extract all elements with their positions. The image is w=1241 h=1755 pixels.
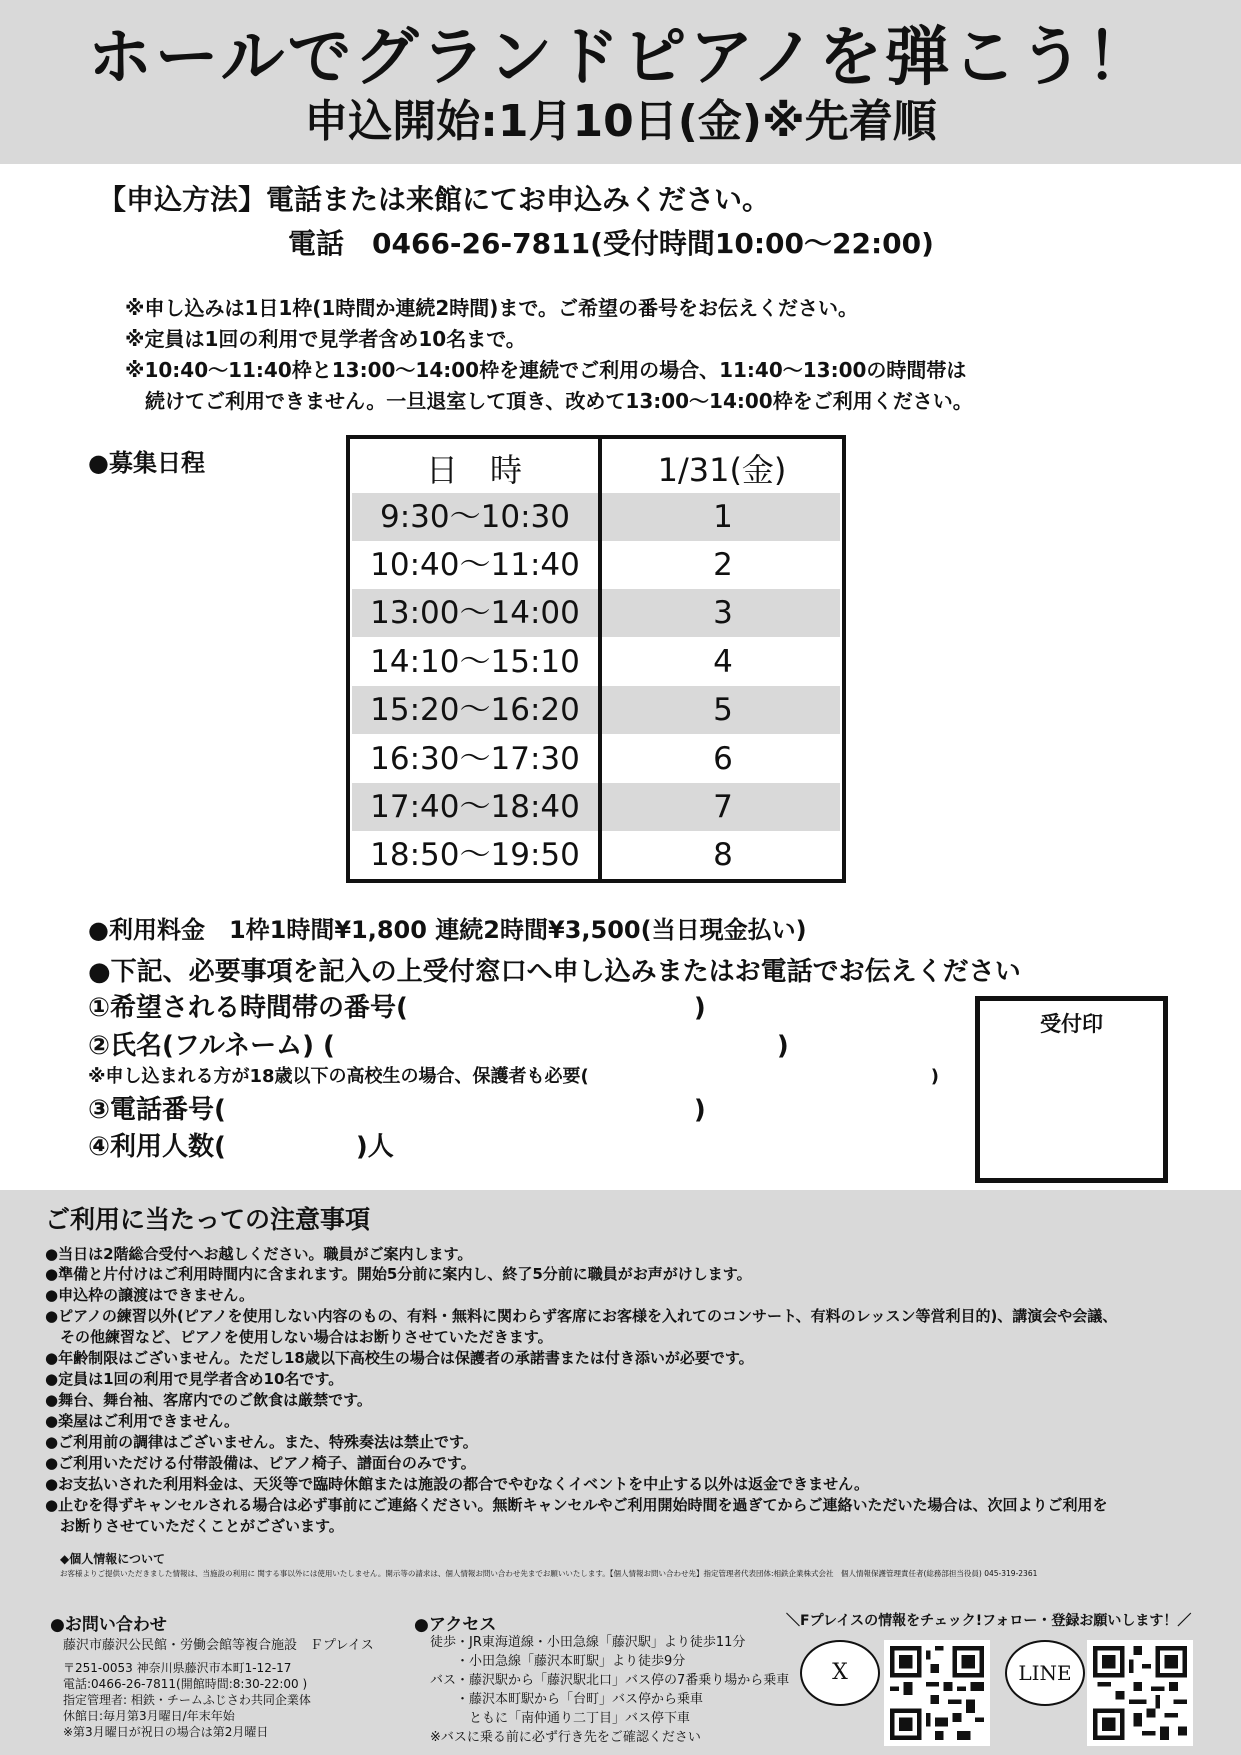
slot-number: 1 (713, 499, 733, 535)
caution-item: ●舞台、舞台袖、客席内でのご飲食は厳禁です。 (45, 1391, 372, 1409)
caution-item: ●ピアノの練習以外(ピアノを使用しない内容のもの、有料・無料に関わらず客席にお客様を入れてのコンサート、有料のレッスン等営利目的)、講演会や会議、 (45, 1307, 1118, 1325)
slot-time: 17:40～18:40 (370, 789, 580, 825)
social-banner: ＼Fプレイスの情報をチェック!フォロー・登録お願いします！／ (786, 1613, 1192, 1629)
apply-method-text: 【申込方法】電話または来館にてお申込みください。 (98, 183, 771, 216)
table-row (352, 735, 840, 783)
form-item-phone: ③電話番号( ) (88, 1095, 706, 1125)
form-item-slot-number: ①希望される時間帯の番号( ) (88, 993, 706, 1023)
application-start-subtitle: 申込開始:1月10日(金)※先着順 (304, 96, 937, 147)
table-row (352, 638, 840, 686)
contact-line: 電話:0466-26-7811(開館時間:8:30-22:00 ) (63, 1677, 308, 1691)
caution-item: ●ご利用いただける付帯設備は、ピアノ椅子、譜面台のみです。 (45, 1454, 476, 1472)
slot-number: 7 (713, 789, 733, 825)
slot-time: 13:00～14:00 (370, 595, 580, 631)
apply-phone-text: 電話 0466-26-7811(受付時間10:00～22:00) (288, 227, 934, 260)
note-line: ※10:40～11:40枠と13:00～14:00枠を連続でご利用の場合、11:40～13:00の時間帯は (125, 358, 967, 382)
contact-line: ※第3月曜日が祝日の場合は第2月曜日 (63, 1725, 269, 1739)
reception-stamp-label: 受付印 (1040, 1012, 1103, 1036)
caution-item: ●楽屋はご利用できません。 (45, 1412, 239, 1430)
caution-item: お断りさせていただくことがございます。 (45, 1517, 344, 1535)
page-title: ホールでグランドピアノを弾こう！ (87, 21, 1154, 95)
contact-line: 休館日:毎月第3月曜日/年末年始 (63, 1709, 235, 1723)
slot-time: 10:40～11:40 (370, 547, 580, 583)
caution-item: ●年齢制限はございません。ただし18歳以下高校生の場合は保護者の承諾書または付き添いが必要です。 (45, 1349, 754, 1367)
slot-time: 14:10～15:10 (370, 644, 580, 680)
table-row (352, 783, 840, 831)
note-line: 続けてご利用できません。一旦退室して頂き、改めて13:00～14:00枠をご利用ください。 (125, 389, 973, 413)
x-label: X (832, 1660, 848, 1685)
schedule-heading: ●募集日程 (88, 449, 205, 477)
access-line: ※バスに乗る前に必ず行き先をご確認ください (430, 1730, 701, 1745)
table-row (352, 541, 840, 589)
slot-time: 18:50～19:50 (370, 837, 580, 873)
slot-number: 2 (713, 547, 733, 583)
table-row (352, 493, 840, 541)
slot-time: 16:30～17:30 (370, 741, 580, 777)
access-line: バス・藤沢駅から「藤沢駅北口」バス停の7番乗り場から乗車 (430, 1673, 790, 1688)
line-bubble-icon[interactable] (1005, 1640, 1085, 1706)
caution-item: ●当日は2階総合受付へお越しください。職員がご案内します。 (45, 1245, 473, 1263)
slot-number: 3 (713, 595, 733, 631)
form-item-people-count: ④利用人数( )人 (88, 1132, 394, 1162)
form-guardian-note: ※申し込まれる方が18歳以下の高校生の場合、保護者も必要( ) (88, 1066, 939, 1087)
line-qr-code-icon[interactable] (1087, 1640, 1193, 1746)
caution-item: ●お支払いされた利用料金は、天災等で臨時休館または施設の都合でやむなくイベントを中止する以外は返金できません。 (45, 1475, 869, 1493)
slot-time: 15:20～16:20 (370, 692, 580, 728)
table-row (352, 686, 840, 734)
note-line: ※申し込みは1日1枠(1時間か連続2時間)まで。ご希望の番号をお伝えください。 (125, 296, 858, 320)
privacy-heading: ◆個人情報について (60, 1552, 165, 1566)
table-header-date: 1/31(金) (657, 451, 787, 489)
access-line: ・小田急線「藤沢本町駅」より徒歩9分 (430, 1654, 686, 1669)
x-qr-code-icon[interactable] (884, 1640, 990, 1746)
contact-line: 指定管理者: 相鉄・チームふじさわ共同企業体 (63, 1693, 311, 1707)
access-line: ・藤沢本町駅から「台町」バス停から乗車 (430, 1692, 704, 1707)
cautions-title: ご利用に当たっての注意事項 (45, 1205, 371, 1234)
slot-time: 9:30～10:30 (380, 499, 570, 535)
line-label: LINE (1018, 1661, 1072, 1685)
access-heading: ●アクセス (414, 1615, 497, 1635)
slot-number: 4 (713, 644, 733, 680)
form-item-full-name: ②氏名(フルネーム) ( ) (88, 1031, 789, 1061)
caution-item: ●ご利用前の調律はございません。また、特殊奏法は禁止です。 (45, 1433, 478, 1451)
fee-text: ●利用料金 1枠1時間¥1,800 連続2時間¥3,500(当日現金払い) (88, 916, 807, 944)
table-row (352, 589, 840, 637)
privacy-text: お客様よりご提供いただきました情報は、当施設の利用に 関する事以外には使用いたしません。開示等の請求は、個人情報お問い合わせ先までお願いいたします。【個人情報お問い合わせ先】指定管理者代表団体:相鉄企業株式会社 個人情報保護管理責任者(総務部担当役員) 045-319-2361 (60, 1569, 1038, 1578)
slot-number: 5 (713, 692, 733, 728)
caution-item: その他練習など、ピアノを使用しない場合はお断りさせていただきます。 (45, 1328, 553, 1346)
table-row (352, 831, 840, 879)
x-bubble-icon[interactable] (800, 1640, 880, 1706)
caution-item: ●準備と片付けはご利用時間内に含まれます。開始5分前に案内し、終了5分前に職員がお声がけします。 (45, 1265, 752, 1283)
caution-item: ●止むを得ずキャンセルされる場合は必ず事前にご連絡ください。無断キャンセルやご利用開始時間を過ぎてからご連絡いただいた場合は、次回よりご利用を (45, 1496, 1108, 1514)
slot-number: 8 (713, 837, 733, 873)
slot-number: 6 (713, 741, 733, 777)
access-line: ともに「南仲通り二丁目」バス停下車 (430, 1711, 691, 1726)
caution-item: ●申込枠の譲渡はできません。 (45, 1286, 254, 1304)
table-header-time: 日 時 (425, 451, 522, 489)
contact-line: 〒251-0053 神奈川県藤沢市本町1-12-17 (63, 1661, 292, 1675)
access-line: 徒歩・JR東海道線・小田急線「藤沢駅」より徒歩11分 (430, 1635, 746, 1650)
contact-line: 藤沢市藤沢公民館・労働会館等複合施設 Ｆプレイス (63, 1638, 374, 1653)
instruction-text: ●下記、必要事項を記入の上受付窓口へ申し込みまたはお電話でお伝えください (88, 957, 1021, 987)
caution-item: ●定員は1回の利用で見学者含め10名です。 (45, 1370, 344, 1388)
contact-heading: ●お問い合わせ (50, 1615, 167, 1635)
note-line: ※定員は1回の利用で見学者含め10名まで。 (125, 327, 526, 351)
